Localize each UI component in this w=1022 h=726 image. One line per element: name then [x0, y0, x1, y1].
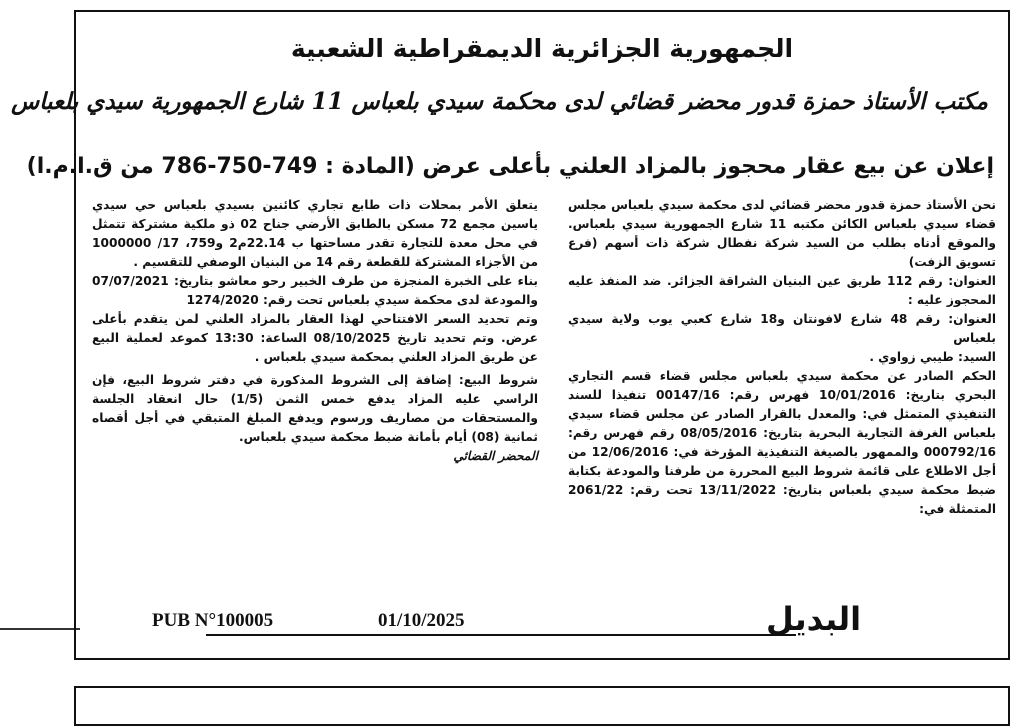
- paragraph: الحكم الصادر عن محكمة سيدي بلعباس مجلس قضاء قسم التجاري البحري بتاريخ: 10/01/2016 فهرس رقم: 00147/16 تنفيذا للسند التنفيذي المتمثل في: والمعدل بالقرار الصادر عن مجلس قضاء سيدي بلعباس الغرفة التجارية البحرية بتاريخ: 08/05/2016 رقم فهرس رقم: 000792/16 والممهور بالصيغة التنفيذية المؤرخة في: 12/06/2016 من أجل الاطلاع على قائمة شروط البيع المحررة من طرفنا والمودعة بكتابة ضبط محكمة سيدي بلعباس بتاريخ: 13/11/2022 تحت رقم: 2061/22 المتمثلة في:: [568, 369, 997, 516]
- republic-title: الجمهورية الجزائرية الديمقراطية الشعبية: [290, 34, 794, 63]
- paragraph: يتعلق الأمر بمحلات ذات طابع تجاري كائنين بسيدي بلعباس حي سيدي ياسين مجمع 72 مسكن بالطابق الأرضي جناح 02 ذو ملكية مشتركة تتمثل في محل معدة للتجارة تقدر مساحتها ب 22.14م2 و759، 17/ 1000000 من الأجزاء المشتركة للقطعة رقم 14 من البنيان الوصفي للتقسيم .: [92, 198, 539, 269]
- notice-heading: إعلان عن بيع عقار محجوز بالمزاد العلني بأعلى عرض (المادة : 749-750-786 من ق.ا.م.ا): [26, 154, 994, 179]
- paragraph: بناء على الخبرة المنجزة من طرف الخبير رحو معاشو بتاريخ: 07/07/2021 والمودعة لدى محكمة سيدي بلعباس تحت رقم: 1274/2020: [92, 274, 538, 307]
- paragraph: شروط البيع: إضافة إلى الشروط المذكورة في دفتر شروط البيع، فإن الراسي عليه المزاد يدفع خمس الثمن (1/5) حال انعقاد الجلسة والمستحقات من مصاريف ورسوم ويدفع المبلغ المتبقي في أجل أقصاه ثمانية (08) أيام بأمانة ضبط محكمة سيدي بلعباس.: [92, 373, 538, 444]
- next-notice-box: [74, 686, 1010, 726]
- paragraph: نحن الأستاذ حمزة قدور محضر قضائي لدى محكمة سيدي بلعباس مجلس قضاء سيدي بلعباس الكائن مكتبه 11 شارع الجمهورية سيدي بلعباس. والموقع أدناه بطلب من السيد شركة نفطال شركة ذات أسهم (فرع تسويق الزفت): [568, 198, 996, 269]
- paragraph: العنوان: رقم 48 شارع لافونتان و18 شارع كعبي يوب ولاية سيدي بلعباس: [568, 312, 996, 345]
- pub-number: PUB N°100005: [146, 610, 279, 632]
- footer-rule: [206, 634, 796, 636]
- badil-label: البديل: [766, 600, 862, 638]
- right-column: [568, 196, 996, 519]
- paragraph: العنوان: رقم 112 طريق عين البنيان الشراقة الجزائر. ضد المنفذ عليه المحجوز عليه :: [568, 274, 996, 307]
- publication-date: 01/10/2025: [372, 610, 471, 632]
- margin-line: [0, 628, 80, 630]
- paragraph: السيد: طيبي زواوي .: [869, 350, 996, 364]
- office-line: مكتب الأستاذ حمزة قدور محضر قضائي لدى محكمة سيدي بلعباس 11 شارع الجمهورية سيدي بلعباس: [11, 88, 988, 115]
- left-column: [92, 196, 538, 466]
- signature: المحضر القضائي: [453, 449, 538, 463]
- legal-notice: [11, 10, 1010, 660]
- paragraph: وتم تحديد السعر الافتتاحي لهذا العقار بالمزاد العلني لمن يتقدم بأعلى عرض. وتم تحديد تاريخ 08/10/2025 الساعة: 13:30 كموعد لعملية البيع عن طريق المزاد العلني بمحكمة سيدي بلعباس .: [92, 312, 538, 364]
